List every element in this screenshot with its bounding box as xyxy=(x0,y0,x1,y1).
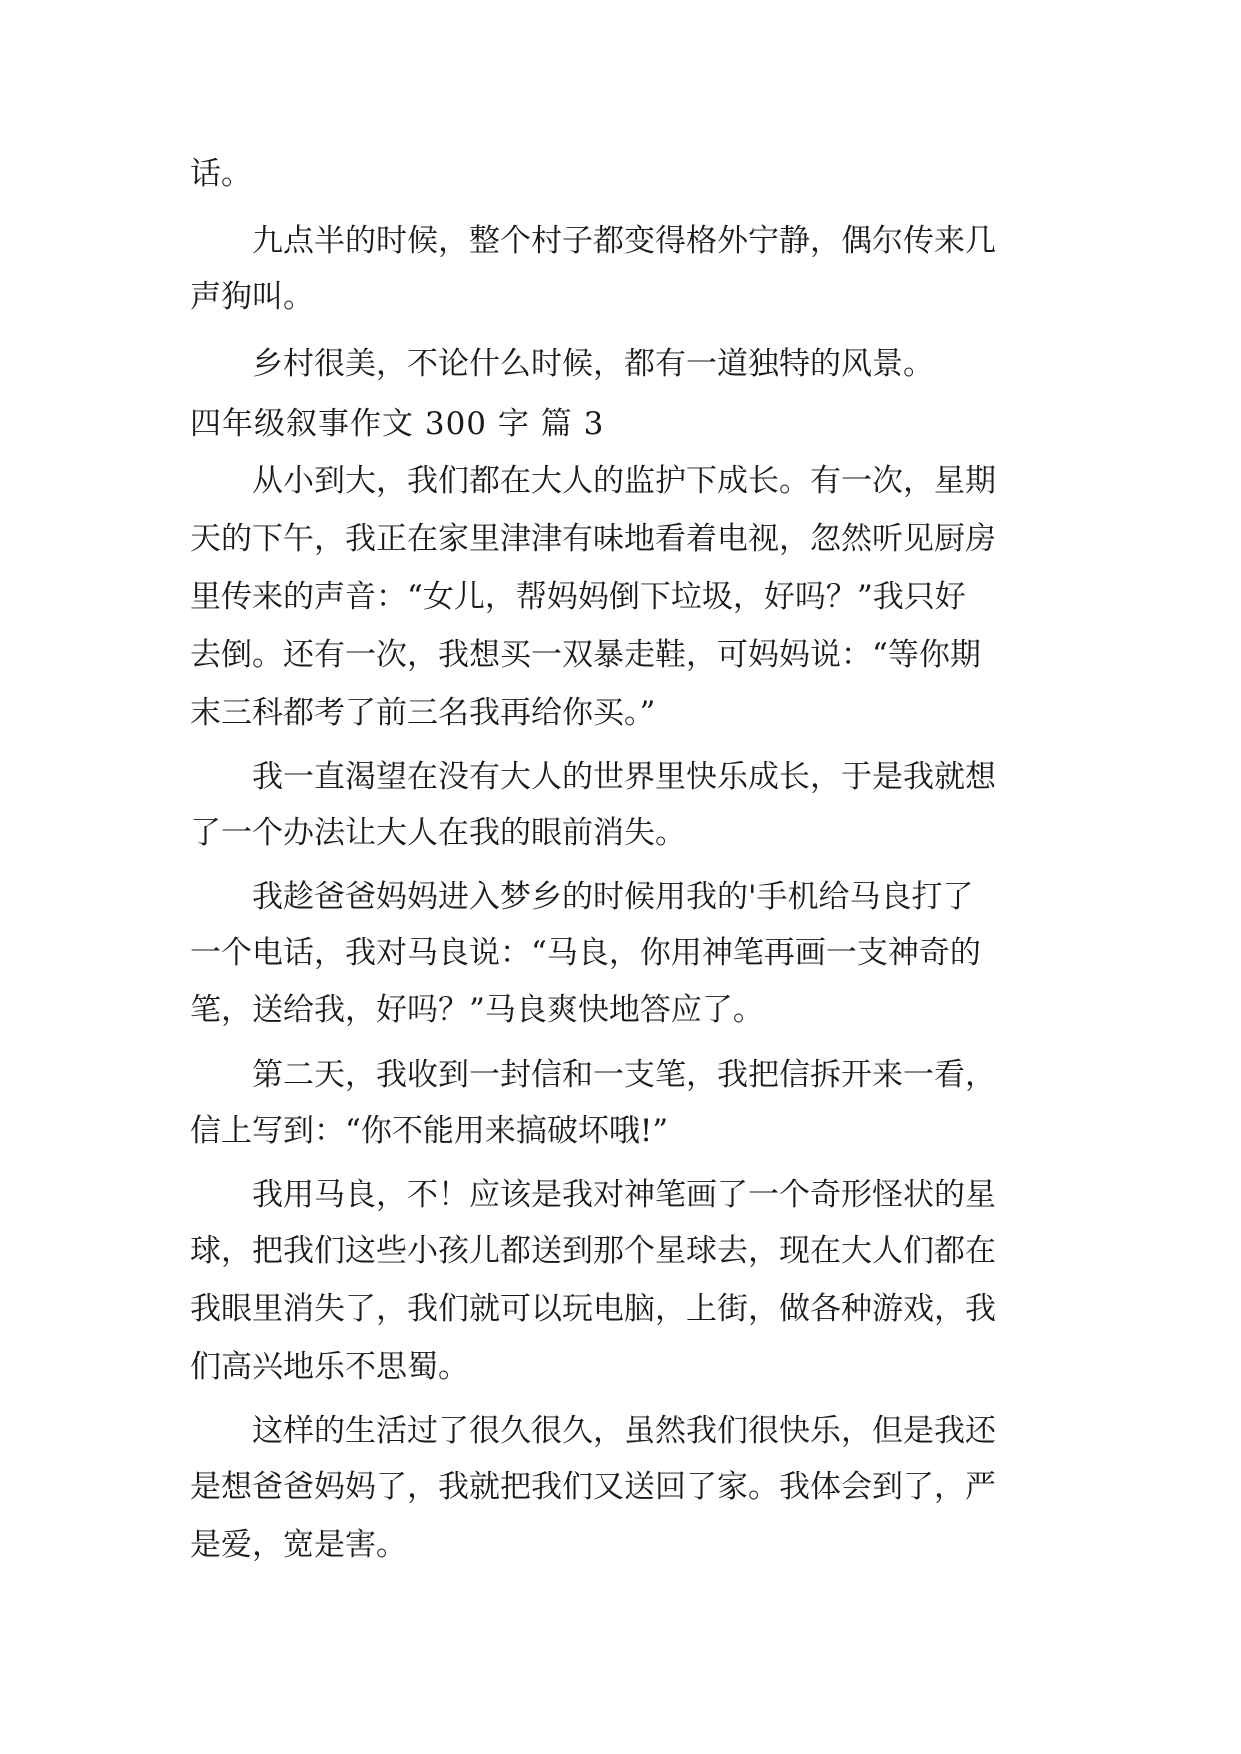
text-line: 我用马良，不！应该是我对神笔画了一个奇形怪状的星 xyxy=(252,1177,996,1213)
text-line: 信上写到：“你不能用来搞破坏哦!” xyxy=(190,1113,669,1149)
text-line: 笔，送给我，好吗？”马良爽快地答应了。 xyxy=(190,992,764,1028)
text-line: 是想爸爸妈妈了，我就把我们又送回了家。我体会到了，严 xyxy=(190,1469,996,1505)
text-line: 第二天，我收到一封信和一支笔，我把信拆开来一看， xyxy=(252,1057,996,1093)
text-line: 九点半的时候，整个村子都变得格外宁静，偶尔传来几 xyxy=(252,223,996,259)
text-line: 了一个办法让大人在我的眼前消失。 xyxy=(190,815,686,851)
text-line: 球，把我们这些小孩儿都送到那个星球去，现在大人们都在 xyxy=(190,1233,996,1269)
text-line: 是爱，宽是害。 xyxy=(190,1527,407,1563)
text-line: 声狗叫。 xyxy=(190,279,314,315)
text-line: 从小到大，我们都在大人的监护下成长。有一次，星期 xyxy=(252,463,996,499)
text-line: 乡村很美，不论什么时候，都有一道独特的风景。 xyxy=(252,346,934,382)
text-line: 我一直渴望在没有大人的世界里快乐成长，于是我就想 xyxy=(252,759,996,795)
text-line: 末三科都考了前三名我再给你买。” xyxy=(190,695,656,731)
section-heading: 四年级叙事作文 300 字 篇 3 xyxy=(190,406,605,442)
text-line: 们高兴地乐不思蜀。 xyxy=(190,1349,469,1385)
text-line: 天的下午，我正在家里津津有味地看着电视，忽然听见厨房 xyxy=(190,521,996,557)
text-line: 里传来的声音：“女儿，帮妈妈倒下垃圾，好吗？”我只好 xyxy=(190,579,966,615)
text-line: 一个电话，我对马良说：“马良，你用神笔再画一支神奇的 xyxy=(190,935,981,971)
text-line: 这样的生活过了很久很久，虽然我们很快乐，但是我还 xyxy=(252,1413,996,1449)
text-line: 我趁爸爸妈妈进入梦乡的时候用我的'手机给马良打了 xyxy=(252,879,974,915)
text-line: 话。 xyxy=(190,156,252,192)
text-line: 我眼里消失了，我们就可以玩电脑，上街，做各种游戏，我 xyxy=(190,1291,996,1327)
text-line: 去倒。还有一次，我想买一双暴走鞋，可妈妈说：“等你期 xyxy=(190,637,981,673)
